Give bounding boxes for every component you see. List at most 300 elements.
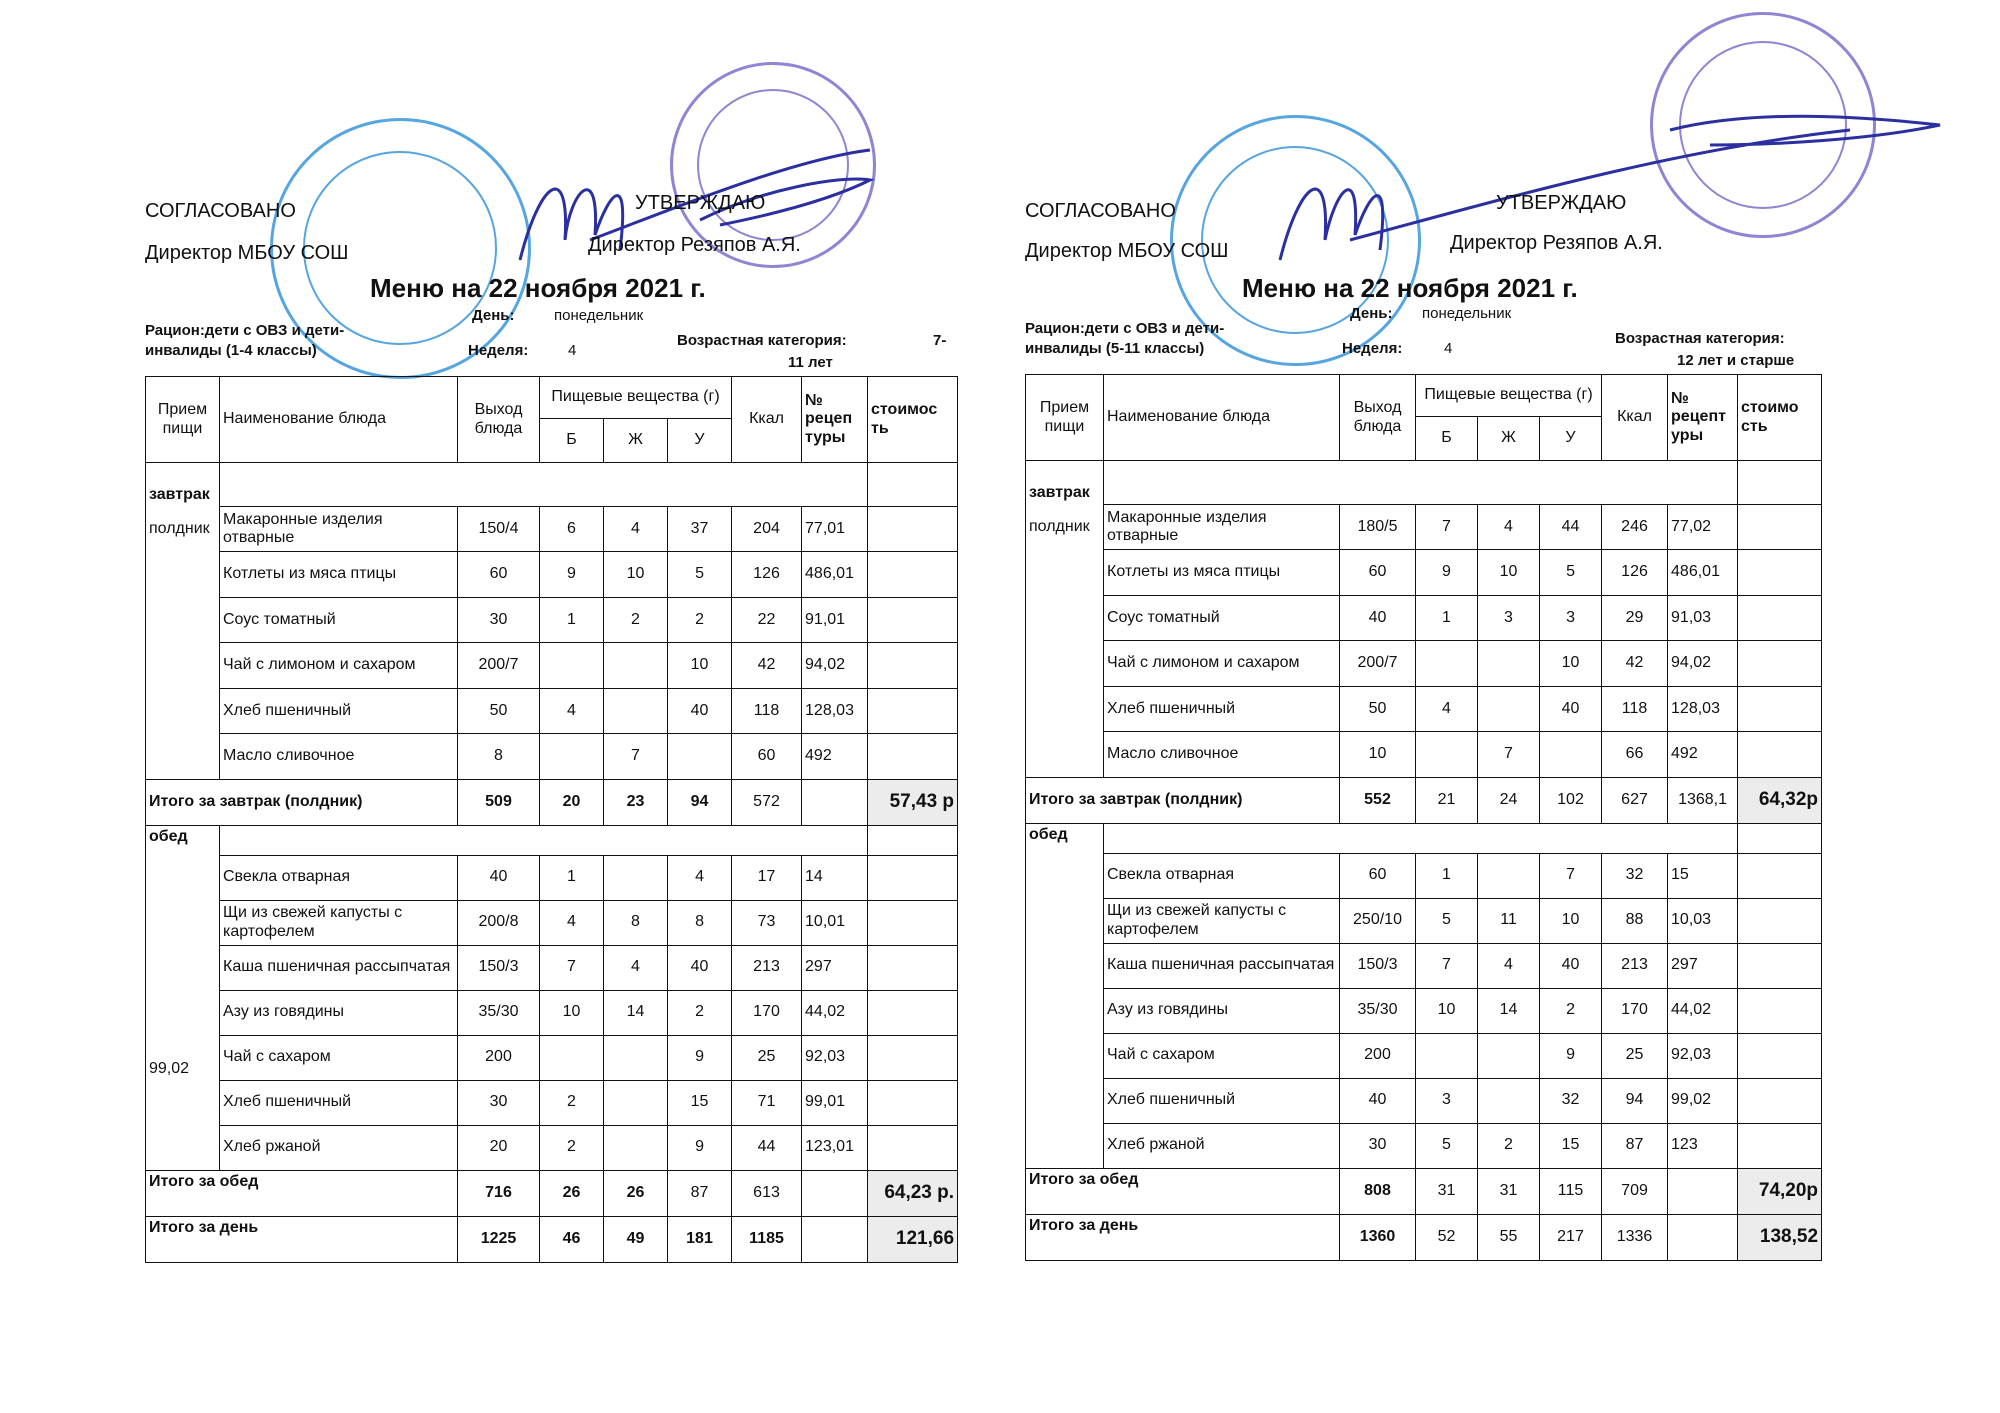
dish-output: 50 (458, 688, 540, 734)
dish-carbs: 32 (1540, 1078, 1602, 1123)
dish-output: 150/3 (458, 945, 540, 990)
dish-kcal: 44 (732, 1125, 802, 1170)
dish-output: 250/10 (1340, 898, 1416, 943)
dish-output: 150/4 (458, 507, 540, 552)
header-dish: Наименование блюда (1104, 375, 1340, 461)
dish-recipe: 44,02 (802, 990, 868, 1035)
header-nutrients: Пищевые вещества (г) (540, 377, 732, 419)
dish-cost (1738, 898, 1822, 943)
dish-protein: 4 (1416, 686, 1478, 732)
dish-recipe: 94,02 (1668, 641, 1738, 687)
dish-cost (868, 507, 958, 552)
dish-fat: 10 (1478, 550, 1540, 596)
dish-fat: 4 (1478, 505, 1540, 550)
dish-carbs: 10 (1540, 641, 1602, 687)
age-category-value-b: 11 лет (788, 354, 833, 371)
dish-kcal: 213 (732, 945, 802, 990)
total-protein: 52 (1416, 1214, 1478, 1260)
header-carbs: У (668, 419, 732, 463)
dish-row (1026, 686, 1822, 732)
director-school-label: Директор МБОУ СОШ (145, 242, 349, 264)
dish-cost (868, 1080, 958, 1125)
dish-protein: 3 (1416, 1078, 1478, 1123)
day-label: День: (472, 307, 515, 324)
dish-protein (1416, 1033, 1478, 1078)
dish-fat: 10 (604, 552, 668, 598)
dish-cost (1738, 550, 1822, 596)
dish-row (1026, 1078, 1822, 1123)
dish-recipe: 99,01 (802, 1080, 868, 1125)
dish-fat: 2 (604, 597, 668, 643)
dish-row (146, 990, 958, 1035)
dish-row (1026, 1033, 1822, 1078)
dish-name: Азу из говядины (220, 990, 458, 1035)
total-label: Итого за день (146, 1216, 458, 1262)
dish-kcal: 126 (732, 552, 802, 598)
dish-cost (1738, 943, 1822, 988)
dish-carbs: 8 (668, 900, 732, 945)
dish-row (146, 1080, 958, 1125)
dish-kcal: 22 (732, 597, 802, 643)
dish-recipe: 128,03 (802, 688, 868, 734)
header-fat: Ж (604, 419, 668, 463)
dish-recipe: 492 (802, 734, 868, 780)
dish-recipe: 99,02 (1668, 1078, 1738, 1123)
breakfast-label: завтрак (146, 463, 220, 507)
dish-name: Каша пшеничная рассыпчатая (1104, 943, 1340, 988)
dish-recipe: 91,01 (802, 597, 868, 643)
dish-output: 35/30 (1340, 988, 1416, 1033)
left-lunch-rows (146, 855, 958, 1170)
dish-row (1026, 505, 1822, 550)
header-cost: стоимос ть (868, 377, 958, 463)
approve-label: УТВЕРЖДАЮ (1496, 192, 1627, 214)
dish-carbs: 10 (1540, 898, 1602, 943)
dish-row (146, 643, 958, 689)
total-recipe (802, 1170, 868, 1216)
menu-table (145, 376, 958, 1263)
agreed-label: СОГЛАСОВАНО (145, 200, 296, 222)
breakfast-total-row (146, 779, 958, 825)
dish-recipe: 92,03 (1668, 1033, 1738, 1078)
lunch-label: обед (1026, 823, 1104, 853)
total-carbs: 217 (1540, 1214, 1602, 1260)
dish-kcal: 170 (1602, 988, 1668, 1033)
dish-cost (1738, 1123, 1822, 1168)
dish-carbs: 5 (668, 552, 732, 598)
dish-carbs: 3 (1540, 595, 1602, 641)
total-kcal: 1185 (732, 1216, 802, 1262)
dish-fat (604, 1125, 668, 1170)
dish-fat: 7 (604, 734, 668, 780)
day-value: понедельник (554, 307, 644, 324)
dish-output: 60 (1340, 550, 1416, 596)
total-kcal: 627 (1602, 777, 1668, 823)
dish-carbs: 9 (668, 1035, 732, 1080)
dish-fat: 3 (1478, 595, 1540, 641)
header-meal: Прием пищи (1026, 375, 1104, 461)
dish-cost (868, 643, 958, 689)
dish-recipe: 10,01 (802, 900, 868, 945)
dish-kcal: 213 (1602, 943, 1668, 988)
dish-recipe: 492 (1668, 732, 1738, 778)
dish-recipe: 77,01 (802, 507, 868, 552)
right-breakfast-rows (1026, 505, 1822, 778)
dish-row (146, 855, 958, 900)
age-category-label: Возрастная категория: (1615, 330, 1785, 347)
total-protein: 46 (540, 1216, 604, 1262)
dish-row (146, 507, 958, 552)
dish-kcal: 60 (732, 734, 802, 780)
dish-cost (1738, 1033, 1822, 1078)
dish-kcal: 25 (1602, 1033, 1668, 1078)
total-fat: 55 (1478, 1214, 1540, 1260)
dish-cost (1738, 641, 1822, 687)
dish-recipe: 297 (1668, 943, 1738, 988)
dish-fat (604, 1080, 668, 1125)
total-recipe (802, 1216, 868, 1262)
total-fat: 24 (1478, 777, 1540, 823)
total-protein: 26 (540, 1170, 604, 1216)
dish-row (146, 1125, 958, 1170)
header-meal: Прием пищи (146, 377, 220, 463)
dish-name: Масло сливочное (1104, 732, 1340, 778)
dish-fat (604, 688, 668, 734)
dish-name: Котлеты из мяса птицы (220, 552, 458, 598)
dish-row (1026, 550, 1822, 596)
dish-kcal: 246 (1602, 505, 1668, 550)
total-label: Итого за завтрак (полдник) (146, 779, 458, 825)
dish-kcal: 71 (732, 1080, 802, 1125)
total-label: Итого за завтрак (полдник) (1026, 777, 1340, 823)
dish-protein: 7 (1416, 943, 1478, 988)
dish-output: 30 (1340, 1123, 1416, 1168)
dish-protein: 4 (540, 900, 604, 945)
total-cost: 57,43 р (868, 779, 958, 825)
dish-row (146, 552, 958, 598)
dish-name: Азу из говядины (1104, 988, 1340, 1033)
dish-kcal: 118 (1602, 686, 1668, 732)
left-breakfast-rows (146, 507, 958, 780)
dish-fat (1478, 686, 1540, 732)
header-protein: Б (540, 419, 604, 463)
dish-recipe: 94,02 (802, 643, 868, 689)
dish-output: 180/5 (1340, 505, 1416, 550)
dish-row (146, 1035, 958, 1080)
dish-kcal: 88 (1602, 898, 1668, 943)
dish-output: 50 (1340, 686, 1416, 732)
dish-carbs: 5 (1540, 550, 1602, 596)
dish-carbs (1540, 732, 1602, 778)
dish-fat (1478, 853, 1540, 898)
page-title: Меню на 22 ноября 2021 г. (370, 273, 706, 303)
dish-row (1026, 853, 1822, 898)
total-kcal: 613 (732, 1170, 802, 1216)
menu-table (1025, 374, 1822, 1261)
dish-name: Хлеб пшеничный (220, 688, 458, 734)
dish-name: Хлеб ржаной (220, 1125, 458, 1170)
dish-recipe: 92,03 (802, 1035, 868, 1080)
dish-fat: 14 (1478, 988, 1540, 1033)
total-carbs: 87 (668, 1170, 732, 1216)
dish-cost (868, 552, 958, 598)
dish-kcal: 29 (1602, 595, 1668, 641)
dish-protein: 1 (1416, 595, 1478, 641)
dish-recipe: 123,01 (802, 1125, 868, 1170)
dish-protein (540, 643, 604, 689)
dish-name: Чай с сахаром (1104, 1033, 1340, 1078)
total-output: 808 (1340, 1168, 1416, 1214)
director-name-label: Директор Резяпов А.Я. (1450, 232, 1663, 254)
total-fat: 26 (604, 1170, 668, 1216)
dish-cost (1738, 1078, 1822, 1123)
dish-carbs: 2 (668, 990, 732, 1035)
dish-fat (1478, 1033, 1540, 1078)
breakfast-label: завтрак (1026, 461, 1104, 505)
page-title: Меню на 22 ноября 2021 г. (1242, 273, 1578, 303)
total-label: Итого за обед (1026, 1168, 1340, 1214)
total-kcal: 1336 (1602, 1214, 1668, 1260)
total-recipe (802, 779, 868, 825)
dish-cost (868, 734, 958, 780)
ration-line-2: инвалиды (1-4 классы) (145, 342, 317, 359)
total-carbs: 94 (668, 779, 732, 825)
director-name-label: Директор Резяпов А.Я. (588, 234, 801, 256)
dish-row (146, 688, 958, 734)
dish-name: Соус томатный (1104, 595, 1340, 641)
dish-fat: 14 (604, 990, 668, 1035)
dish-fat (604, 855, 668, 900)
dish-recipe: 10,03 (1668, 898, 1738, 943)
dish-cost (868, 1035, 958, 1080)
dish-protein: 7 (540, 945, 604, 990)
dish-recipe: 77,02 (1668, 505, 1738, 550)
dish-carbs: 44 (1540, 505, 1602, 550)
dish-cost (1738, 686, 1822, 732)
dish-row (1026, 988, 1822, 1033)
dish-fat: 7 (1478, 732, 1540, 778)
dish-row (146, 597, 958, 643)
total-kcal: 572 (732, 779, 802, 825)
total-cost: 74,20р (1738, 1168, 1822, 1214)
dish-cost (868, 1125, 958, 1170)
dish-protein: 2 (540, 1080, 604, 1125)
dish-name: Свекла отварная (220, 855, 458, 900)
dish-output: 60 (458, 552, 540, 598)
dish-name: Макаронные изделия отварные (220, 507, 458, 552)
dish-name: Чай с сахаром (220, 1035, 458, 1080)
dish-fat (1478, 641, 1540, 687)
dish-kcal: 32 (1602, 853, 1668, 898)
dish-carbs: 2 (668, 597, 732, 643)
menu-sheet-left (140, 0, 970, 1300)
dish-protein: 10 (1416, 988, 1478, 1033)
dish-kcal: 118 (732, 688, 802, 734)
ration-line-2: инвалиды (5-11 классы) (1025, 340, 1205, 357)
ration-line-1: Рацион:дети с ОВЗ и дети- (1025, 320, 1225, 337)
meal-side-label: 99,02 (146, 1035, 220, 1080)
dish-protein (540, 734, 604, 780)
dish-carbs: 40 (668, 688, 732, 734)
total-output: 1225 (458, 1216, 540, 1262)
agreed-label: СОГЛАСОВАНО (1025, 200, 1176, 222)
dish-kcal: 204 (732, 507, 802, 552)
dish-carbs: 9 (1540, 1033, 1602, 1078)
dish-output: 200/8 (458, 900, 540, 945)
header-output: Выход блюда (1340, 375, 1416, 461)
dish-name: Масло сливочное (220, 734, 458, 780)
dish-name: Хлеб пшеничный (1104, 686, 1340, 732)
total-recipe (1668, 1168, 1738, 1214)
dish-protein: 2 (540, 1125, 604, 1170)
dish-name: Чай с лимоном и сахаром (220, 643, 458, 689)
dish-kcal: 42 (1602, 641, 1668, 687)
dish-protein: 9 (1416, 550, 1478, 596)
total-output: 716 (458, 1170, 540, 1216)
dish-recipe: 14 (802, 855, 868, 900)
dish-carbs: 40 (668, 945, 732, 990)
dish-protein: 1 (540, 597, 604, 643)
dish-cost (868, 990, 958, 1035)
approve-label: УТВЕРЖДАЮ (635, 192, 766, 214)
meal-side-label: полдник (146, 507, 220, 552)
dish-output: 40 (1340, 595, 1416, 641)
dish-recipe: 297 (802, 945, 868, 990)
dish-row (1026, 898, 1822, 943)
header-recipe: № рецеп туры (802, 377, 868, 463)
dish-kcal: 126 (1602, 550, 1668, 596)
dish-kcal: 94 (1602, 1078, 1668, 1123)
dish-recipe: 44,02 (1668, 988, 1738, 1033)
dish-output: 40 (1340, 1078, 1416, 1123)
total-protein: 31 (1416, 1168, 1478, 1214)
dish-name: Котлеты из мяса птицы (1104, 550, 1340, 596)
dish-name: Хлеб пшеничный (1104, 1078, 1340, 1123)
dish-kcal: 42 (732, 643, 802, 689)
total-label: Итого за день (1026, 1214, 1340, 1260)
dish-output: 200 (1340, 1033, 1416, 1078)
dish-row (1026, 943, 1822, 988)
dish-protein: 4 (540, 688, 604, 734)
dish-recipe: 486,01 (1668, 550, 1738, 596)
dish-output: 200/7 (458, 643, 540, 689)
dish-carbs: 40 (1540, 686, 1602, 732)
total-cost: 121,66 (868, 1216, 958, 1262)
dish-cost (868, 855, 958, 900)
dish-output: 30 (458, 597, 540, 643)
total-protein: 21 (1416, 777, 1478, 823)
dish-recipe: 15 (1668, 853, 1738, 898)
age-category-value-a: 7- (933, 332, 947, 349)
dish-carbs: 4 (668, 855, 732, 900)
dish-recipe: 91,03 (1668, 595, 1738, 641)
total-fat: 31 (1478, 1168, 1540, 1214)
dish-output: 150/3 (1340, 943, 1416, 988)
dish-protein: 7 (1416, 505, 1478, 550)
week-label: Неделя: (468, 342, 529, 359)
dish-output: 40 (458, 855, 540, 900)
dish-cost (1738, 732, 1822, 778)
dish-cost (1738, 505, 1822, 550)
dish-carbs: 15 (1540, 1123, 1602, 1168)
dish-cost (1738, 988, 1822, 1033)
breakfast-total-row (1026, 777, 1822, 823)
total-output: 509 (458, 779, 540, 825)
dish-protein: 5 (1416, 898, 1478, 943)
dish-name: Макаронные изделия отварные (1104, 505, 1340, 550)
dish-protein: 1 (1416, 853, 1478, 898)
total-cost: 64,32р (1738, 777, 1822, 823)
total-carbs: 102 (1540, 777, 1602, 823)
dish-name: Чай с лимоном и сахаром (1104, 641, 1340, 687)
header-output: Выход блюда (458, 377, 540, 463)
total-output: 552 (1340, 777, 1416, 823)
dish-recipe: 128,03 (1668, 686, 1738, 732)
day-total-row (1026, 1214, 1822, 1260)
header-protein: Б (1416, 417, 1478, 461)
total-protein: 20 (540, 779, 604, 825)
dish-cost (868, 597, 958, 643)
dish-protein: 6 (540, 507, 604, 552)
dish-fat (604, 1035, 668, 1080)
dish-kcal: 66 (1602, 732, 1668, 778)
week-label: Неделя: (1342, 340, 1403, 357)
day-total-row (146, 1216, 958, 1262)
dish-output: 60 (1340, 853, 1416, 898)
dish-output: 10 (1340, 732, 1416, 778)
dish-output: 20 (458, 1125, 540, 1170)
day-label: День: (1350, 305, 1393, 322)
dish-recipe: 123 (1668, 1123, 1738, 1168)
header-dish: Наименование блюда (220, 377, 458, 463)
director-school-label: Директор МБОУ СОШ (1025, 240, 1229, 262)
dish-protein (1416, 641, 1478, 687)
dish-protein: 1 (540, 855, 604, 900)
lunch-total-row (1026, 1168, 1822, 1214)
dish-fat: 4 (604, 945, 668, 990)
dish-name: Хлеб ржаной (1104, 1123, 1340, 1168)
dish-cost (1738, 595, 1822, 641)
dish-output: 35/30 (458, 990, 540, 1035)
menu-sheet-right (1020, 0, 1850, 1300)
dish-protein: 9 (540, 552, 604, 598)
dish-row (146, 945, 958, 990)
header-fat: Ж (1478, 417, 1540, 461)
header-cost: стоимо сть (1738, 375, 1822, 461)
dish-fat (1478, 1078, 1540, 1123)
total-fat: 23 (604, 779, 668, 825)
total-label: Итого за обед (146, 1170, 458, 1216)
dish-output: 30 (458, 1080, 540, 1125)
total-output: 1360 (1340, 1214, 1416, 1260)
total-fat: 49 (604, 1216, 668, 1262)
dish-kcal: 170 (732, 990, 802, 1035)
age-category-value-b: 12 лет и старше (1677, 352, 1795, 369)
dish-name: Хлеб пшеничный (220, 1080, 458, 1125)
dish-carbs (668, 734, 732, 780)
dish-kcal: 87 (1602, 1123, 1668, 1168)
day-value: понедельник (1422, 305, 1512, 322)
dish-protein: 5 (1416, 1123, 1478, 1168)
dish-fat: 4 (604, 507, 668, 552)
header-nutrients: Пищевые вещества (г) (1416, 375, 1602, 417)
dish-carbs: 9 (668, 1125, 732, 1170)
dish-name: Щи из свежей капусты с картофелем (220, 900, 458, 945)
header-carbs: У (1540, 417, 1602, 461)
dish-cost (1738, 853, 1822, 898)
dish-cost (868, 900, 958, 945)
dish-protein (1416, 732, 1478, 778)
